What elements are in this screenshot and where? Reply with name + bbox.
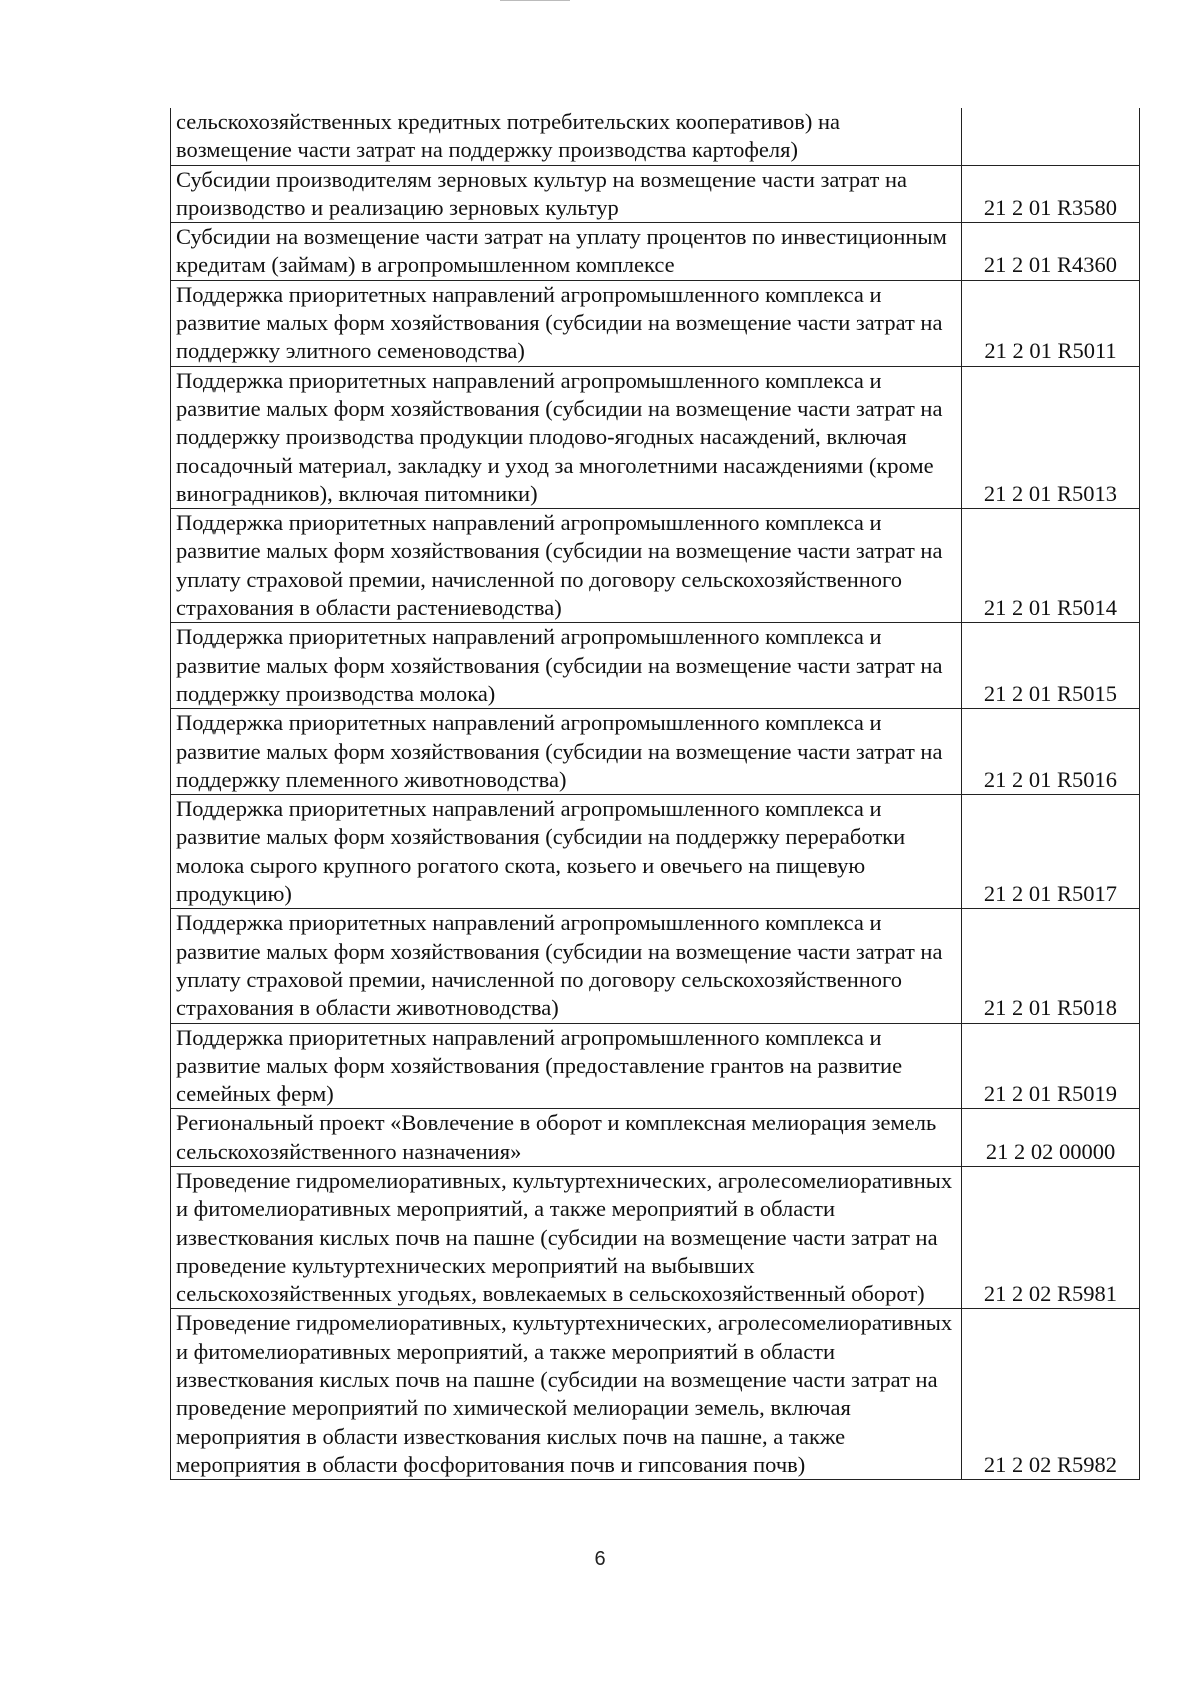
table-row — [171, 165, 1140, 223]
row-code: 21 2 01 R5017 — [962, 795, 1140, 909]
table-body — [171, 108, 1140, 1480]
table-row — [171, 223, 1140, 281]
table-row — [171, 1109, 1140, 1167]
row-code: 21 2 01 R5011 — [962, 280, 1140, 366]
row-code: 21 2 01 R3580 — [962, 165, 1140, 223]
table-row — [171, 280, 1140, 366]
table-row — [171, 623, 1140, 709]
budget-classification-table — [170, 108, 1140, 1480]
row-code — [962, 108, 1140, 165]
row-code: 21 2 01 R5019 — [962, 1023, 1140, 1109]
table-row — [171, 1023, 1140, 1109]
table-row — [171, 909, 1140, 1023]
row-description: Субсидии производителям зерновых культур на возмещение части затрат на производство и реализацию зерновых культур — [171, 165, 962, 223]
scan-edge-mark — [500, 0, 570, 3]
row-description: Субсидии на возмещение части затрат на уплату процентов по инвестиционным кредитам (займам) в агропромышленном комплексе — [171, 223, 962, 281]
table-row — [171, 509, 1140, 623]
row-code: 21 2 01 R5018 — [962, 909, 1140, 1023]
row-code: 21 2 01 R5013 — [962, 366, 1140, 508]
row-code: 21 2 02 R5982 — [962, 1309, 1140, 1480]
row-description: Поддержка приоритетных направлений агропромышленного комплекса и развитие малых форм хозяйствования (субсидии на возмещение части затрат на поддержку племенного животноводства) — [171, 709, 962, 795]
row-description: Региональный проект «Вовлечение в оборот и комплексная мелиорация земель сельскохозяйственного назначения» — [171, 1109, 962, 1167]
row-description: сельскохозяйственных кредитных потребительских кооперативов) на возмещение части затрат на поддержку производства картофеля) — [171, 108, 962, 165]
table-row — [171, 1166, 1140, 1308]
table-row — [171, 795, 1140, 909]
row-code: 21 2 02 00000 — [962, 1109, 1140, 1167]
table-row — [171, 1309, 1140, 1480]
row-description: Проведение гидромелиоративных, культуртехнических, агролесомелиоративных и фитомелиоративных мероприятий, а также мероприятий в области известкования кислых почв на пашне (субсидии на возмещение части затрат на проведение культуртехнических мероприятий на выбывших сельскохозяйственных угодьях, вовлекаемых в сельскохозяйственный оборот) — [171, 1166, 962, 1308]
table-row — [171, 709, 1140, 795]
row-description: Поддержка приоритетных направлений агропромышленного комплекса и развитие малых форм хозяйствования (субсидии на возмещение части затрат на поддержку элитного семеноводства) — [171, 280, 962, 366]
row-description: Поддержка приоритетных направлений агропромышленного комплекса и развитие малых форм хозяйствования (субсидии на поддержку переработки молока сырого крупного рогатого скота, козьего и овечьего на пищевую продукцию) — [171, 795, 962, 909]
row-code: 21 2 01 R4360 — [962, 223, 1140, 281]
row-description: Поддержка приоритетных направлений агропромышленного комплекса и развитие малых форм хозяйствования (субсидии на возмещение части затрат на поддержку производства молока) — [171, 623, 962, 709]
row-description: Проведение гидромелиоративных, культуртехнических, агролесомелиоративных и фитомелиоративных мероприятий, а также мероприятий в области известкования кислых почв на пашне (субсидии на возмещение части затрат на проведение мероприятий по химической мелиорации земель, включая мероприятия в области известкования кислых почв на пашне, а также мероприятия в области фосфоритования почв и гипсования почв) — [171, 1309, 962, 1480]
row-description: Поддержка приоритетных направлений агропромышленного комплекса и развитие малых форм хозяйствования (предоставление грантов на развитие семейных ферм) — [171, 1023, 962, 1109]
row-code: 21 2 02 R5981 — [962, 1166, 1140, 1308]
row-code: 21 2 01 R5016 — [962, 709, 1140, 795]
table-row — [171, 366, 1140, 508]
row-code: 21 2 01 R5014 — [962, 509, 1140, 623]
page-number: 6 — [594, 1548, 606, 1570]
table-row — [171, 108, 1140, 165]
row-code: 21 2 01 R5015 — [962, 623, 1140, 709]
row-description: Поддержка приоритетных направлений агропромышленного комплекса и развитие малых форм хозяйствования (субсидии на возмещение части затрат на уплату страховой премии, начисленной по договору сельскохозяйственного страхования в области животноводства) — [171, 909, 962, 1023]
row-description: Поддержка приоритетных направлений агропромышленного комплекса и развитие малых форм хозяйствования (субсидии на возмещение части затрат на уплату страховой премии, начисленной по договору сельскохозяйственного страхования в области растениеводства) — [171, 509, 962, 623]
row-description: Поддержка приоритетных направлений агропромышленного комплекса и развитие малых форм хозяйствования (субсидии на возмещение части затрат на поддержку производства продукции плодово-ягодных насаждений, включая посадочный материал, закладку и уход за многолетними насаждениями (кроме виноградников), включая питомники) — [171, 366, 962, 508]
